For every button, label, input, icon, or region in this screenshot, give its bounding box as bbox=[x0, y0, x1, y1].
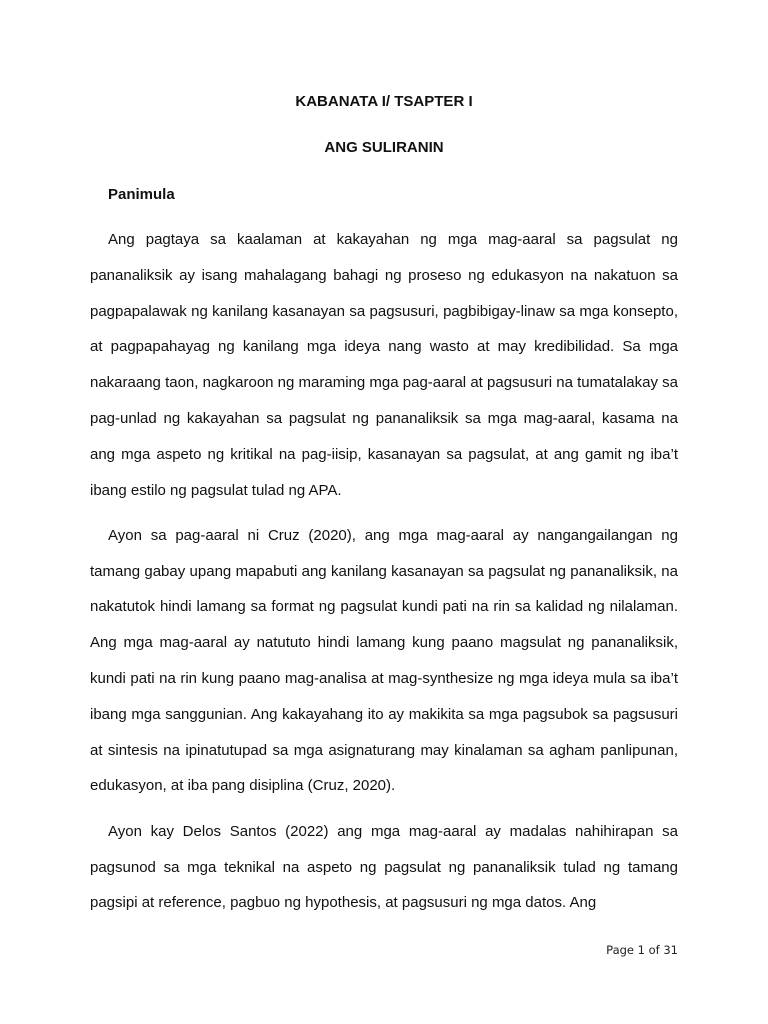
chapter-title: KABANATA I/ TSAPTER I bbox=[295, 93, 473, 110]
body-text bbox=[90, 222, 678, 931]
paragraph: Ayon kay Delos Santos (2022) ang mga mag-aaral ay madalas nahihirapan sa pagsunod sa mga teknikal na aspeto ng pagsulat ng pananaliksik tulad ng tamang pagsipi at reference, pagbuo ng hypothesis, at pagsusuri ng mga datos. Ang bbox=[90, 822, 678, 912]
section-heading: Panimula bbox=[108, 186, 175, 203]
paragraph: Ayon sa pag-aaral ni Cruz (2020), ang mga mag-aaral ay nangangailangan ng tamang gabay upang mapabuti ang kanilang kasanayan sa pagsulat ng pananaliksik, na nakatutok hindi lamang sa format ng pagsulat kundi pati na rin sa kalidad ng nilalaman. Ang mga mag-aaral ay natututo hindi lamang kung paano magsulat ng pananaliksik, kundi pati na rin kung paano mag-analisa at mag-synthesize ng mga ideya mula sa iba’t ibang mga sanggunian. Ang kakayahang ito ay makikita sa mga pagsubok sa pagsusuri at sintesis na ipinatutupad sa mga asignaturang may kinalaman sa agham panlipunan, edukasyon, at iba pang disiplina (Cruz, 2020). bbox=[90, 526, 678, 795]
chapter-subtitle: ANG SULIRANIN bbox=[324, 139, 444, 156]
paragraph: Ang pagtaya sa kaalaman at kakayahan ng mga mag-aaral sa pagsulat ng pananaliksik ay isang mahalagang bahagi ng proseso ng edukasyon na nakatuon sa pagpapalawak ng kanilang kasanayan sa pagsusuri, pagbibigay-linaw sa mga konsepto, at pagpapahayag ng kanilang mga ideya nang wasto at may kredibilidad. Sa mga nakaraang taon, nagkaroon ng maraming mga pag-aaral at pagsusuri na tumatalakay sa pag-unlad ng kakayahan sa pagsulat ng pananaliksik sa mga mag-aaral, kasama na ang mga aspeto ng kritikal na pag-iisip, kasanayan sa pagsulat, at ang gamit ng iba’t ibang estilo ng pagsulat tulad ng APA. bbox=[90, 231, 678, 499]
page-number: Page 1 of 31 bbox=[606, 943, 678, 957]
